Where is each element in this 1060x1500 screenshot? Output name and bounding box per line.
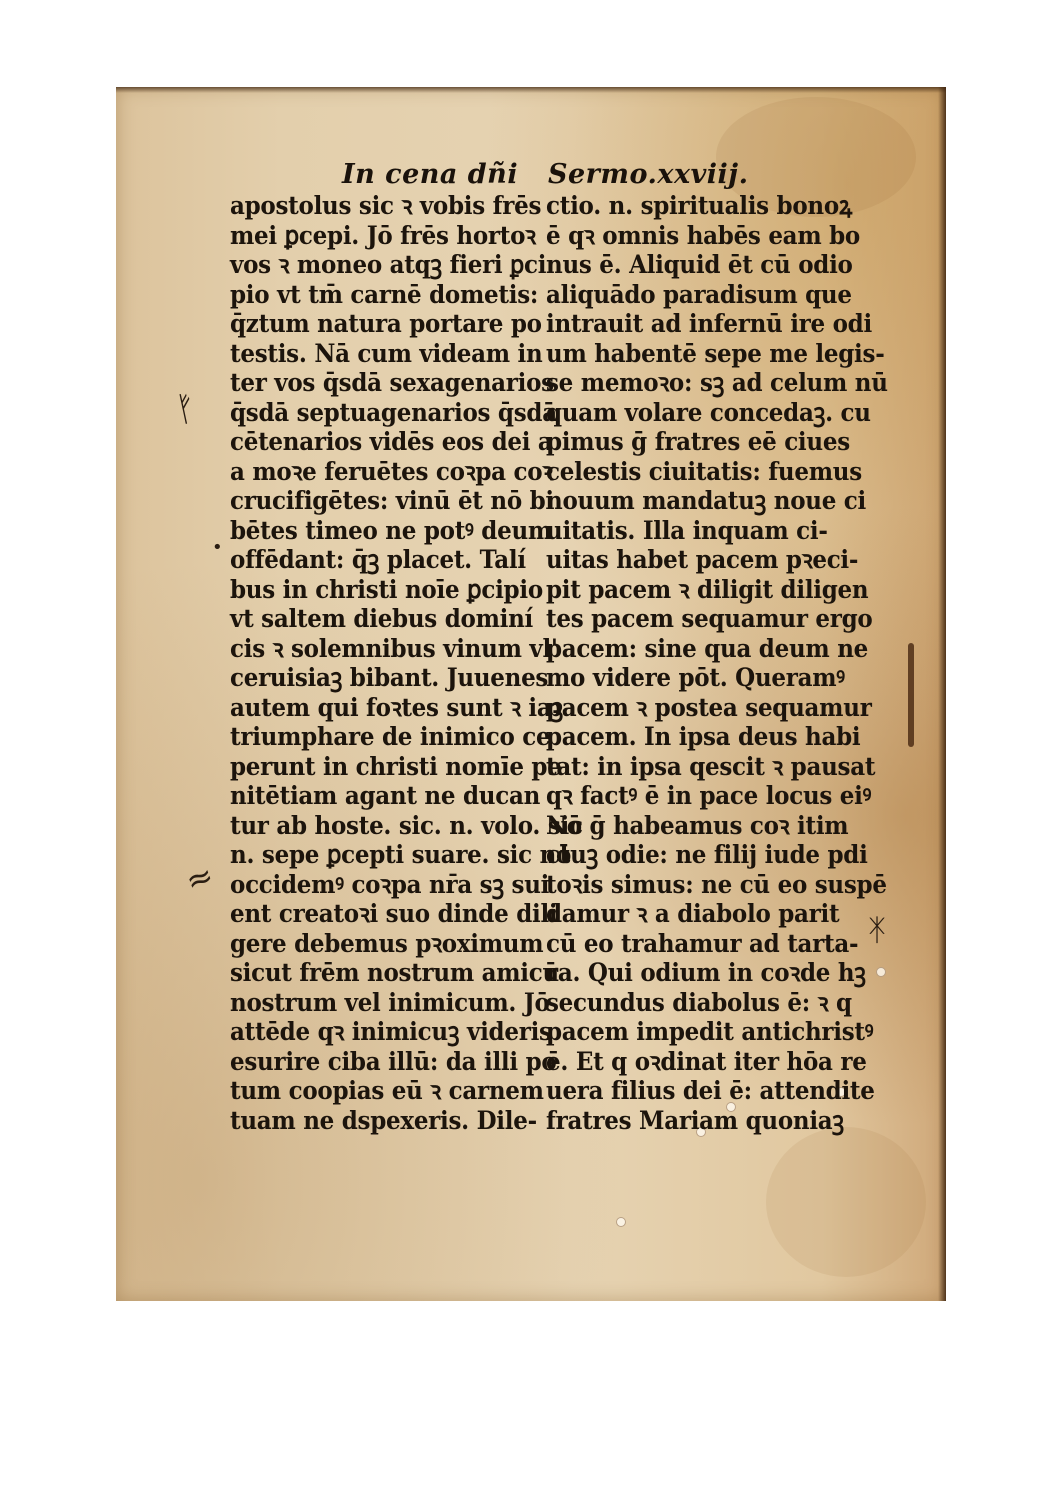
text-line: pacem: sine qua deum ne [546,633,869,663]
text-line: se memoꝛo: sꝫ ad celum nū [546,368,888,397]
text-line: ē qꝛ omnis habēs eam bo [546,220,860,250]
text-line: ter vos q̄sdā sexagenarios [230,368,554,397]
header-left-title: In cena dñi [342,159,519,190]
text-line: bētes timeo ne potꝰ deum [230,515,552,545]
text-line: bus in christi noīe ꝑcipio [230,574,543,604]
text-line: autem qui foꝛtes sunt ꝛ iaꝫ [230,692,564,722]
text-line: fratres Mariam quoniaꝫ [546,1105,844,1135]
text-line: ceruisiaꝫ bibant. Juuenes [230,663,549,692]
text-line: celestis ciuitatis: fuemus [546,456,862,486]
text-line: nitētiam agant ne ducan [230,781,541,810]
text-line: ent creatoꝛi suo dinde dili [230,899,558,928]
text-line: um habentē sepe me legis- [546,338,885,368]
marginal-annotation: ≈ [180,855,219,901]
stain-bottom-right [766,1127,926,1277]
text-line: pio vt tm̄ carnē dometis: [230,279,539,309]
text-line: testis. Nā cum videam in [230,338,543,368]
text-line: a moꝛe feruētes coꝛpa coꝛ [230,456,553,486]
text-line: aliquādo paradisum que [546,279,852,309]
text-column-left [230,191,583,1135]
text-line: pacem impedit antichristꝰ [546,1017,874,1046]
header-right-title: Sermo.xxviij. [548,159,749,190]
text-line: apostolus sic ꝛ vobis frēs [230,191,542,220]
text-line: crucifigētes: vinū ēt nō bi [230,486,554,515]
text-line: nus ē. Aliquid ēt cū odio [546,250,853,279]
text-line: cis ꝛ solemnibus vinum vl' [230,633,558,663]
wormhole [616,1217,626,1227]
text-line: occidemꝰ coꝛpa nr̄a sꝫ sui [230,869,550,899]
text-line: tuam ne dspexeris. Dile- [230,1105,537,1135]
text-line: uera filius dei ē: attendite [546,1076,875,1105]
text-line: tur ab hoste. sic. n. volo. sic [230,810,583,840]
text-line: n. sepe ꝑcepti suare. sic nō [230,840,572,869]
text-line: cētenarios vidēs eos dei a [230,427,553,456]
text-line: sicut frēm nostrum amicū [230,958,559,987]
text-line: nostrum vel inimicum. Jō [230,987,550,1017]
text-line: mei ꝑcepi. Jō frēs hortoꝛ [230,220,536,250]
text-line: quam volare concedaꝫ. cu [546,397,871,427]
text-line: gere debemus pꝛoximum [230,928,544,958]
text-line: cū eo trahamur ad tarta- [546,928,859,958]
wormhole [876,967,886,977]
text-line: ctuꝫ odie: ne filij iude pdi [546,840,868,869]
margin-dark-mark [908,643,914,747]
text-line: q̄sdā septuagenarios q̄sdā [230,397,557,427]
text-line: secundus diabolus ē: ꝛ q [546,987,852,1017]
text-line: pacem ꝛ postea sequamur [546,692,872,722]
text-line: pimus ḡ fratres eē ciues [546,427,850,456]
text-line: ra. Qui odium in coꝛde hꝫ [546,958,866,987]
text-line: uitas habet pacem pꝛeci- [546,545,859,574]
text-line: mo videre pōt. Queramꝰ [546,663,845,692]
text-line: damur ꝛ a diabolo parit [546,899,840,928]
text-line: tum coopias eū ꝛ carnem [230,1076,544,1105]
manuscript-page [116,87,946,1301]
text-line: tes pacem sequamur ergo [546,604,873,633]
text-line: uitatis. Illa inquam ci- [546,515,828,545]
text-line: vos ꝛ moneo atqꝫ fieri ꝑci [230,250,547,279]
marginal-annotation: ᛡ [868,913,886,948]
text-column-right [546,191,888,1135]
text-line: intrauit ad infernū ire odi [546,309,872,338]
text-line: vt saltem diebus dominí [230,604,534,633]
text-line: pit pacem ꝛ diligit diligen [546,574,869,604]
text-line: pacem. In ipsa deus habi [546,722,861,751]
text-line: offēdant: q̄ꝫ placet. Talí [230,545,526,574]
text-line: toꝛis simus: ne cū eo suspē [546,869,887,899]
text-line: perunt in christi nomīe pe [230,751,562,781]
marginal-annotation: ᚠ [172,387,201,431]
text-line: attēde qꝛ inimicuꝫ videris [230,1017,552,1046]
text-line: esurire ciba illū: da illi po [230,1046,557,1076]
text-line: tat: in ipsa qescit ꝛ pausat [546,751,876,781]
marginal-dot: • [212,537,223,558]
text-line: ctio. n. spiritualis bonoꝝ [546,191,852,220]
text-line: triumphare de inimico ce [230,722,551,751]
text-line: Nō ḡ habeamus coꝛ itim [546,810,849,840]
text-line: q̄ztum natura portare po [230,309,542,338]
text-line: qꝛ factꝰ ē in pace locus eiꝰ [546,781,872,810]
text-line: ē. Et q oꝛdinat iter hōa re [546,1046,867,1076]
text-line: nouum mandatuꝫ noue ci [546,486,867,515]
